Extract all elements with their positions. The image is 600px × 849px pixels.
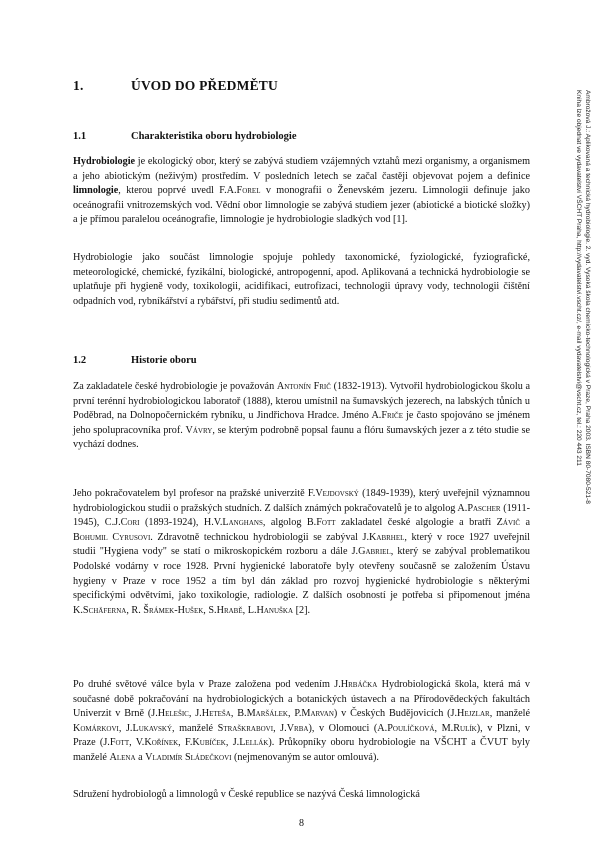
author-name: Hrabě <box>216 604 243 616</box>
author-name: Pascher <box>467 502 501 514</box>
text-run: [2]. <box>293 604 311 616</box>
text-run: (nejmenovaným se autor omlouvá). <box>231 751 379 763</box>
paragraph-5 <box>73 678 530 766</box>
author-name: Vávry <box>185 424 213 436</box>
author-name: Antonín Frič <box>276 381 331 392</box>
text-run: v monografii o Ženevském jezeru. Limnologii definuje jako oceánografii vnitrozemských vod. Vědní obor limnologie se zabývá studiem jezer (abiotické a biotické složky) a je přímou paralelou oceánografie, limnologie je hydrobiologie sladkých vod [1]. <box>73 185 530 226</box>
term-limnologie: limnologie <box>73 185 119 197</box>
author-name: Friče <box>381 410 403 422</box>
section-heading-1-2 <box>73 355 197 366</box>
author-name: Fott <box>316 517 336 529</box>
side-note-line-1: Ambrožová J.: Aplikovaná a technická hydrobiologie. 2. vyd. Vysoká škola chemicko-technologická v Praze, Praha 2003. ISBN 80-7080-521-8 <box>584 90 591 504</box>
author-name: Lukavský <box>132 722 173 734</box>
text-run: , M. <box>434 722 454 734</box>
author-name: Kořínek <box>144 737 179 749</box>
author-name: Marvan <box>301 708 334 720</box>
author-name: Poulíčková <box>387 722 435 734</box>
text-run: (1832-1913). Vytvořil hydrobiologickou školu a první terénní hydrobiologickou laboratoř (1888), kterou umístnil na šumavských jezerech, na labských tůních u Poděbrad, na Dolnopočernickém rybníku, u Jindřichova Hradce. Jméno A. <box>73 381 530 422</box>
paragraph-2: Hydrobiologie jako součást limnologie spojuje pohledy taxonomické, fyziologické, fyziografické, meteorologické, chemické, fyzikální, biologické, antropogenní, apod. Aplikovaná a technická hydrobiologie se uplatňuje při hygieně vody, toxikologii, acidifikaci, eutrofizaci, technologii úpravy vody, technologii čištění odpadních vod, rybníkářství a rybářství, při studiu sedimentů atd. <box>73 252 530 307</box>
term-hydrobiologie: Hydrobiologie <box>73 156 136 167</box>
author-name: Fott <box>109 737 130 749</box>
author-name: Kabrhel <box>369 531 405 543</box>
author-name: Hanuška <box>256 604 294 616</box>
paragraph-6: Sdružení hydrobiologů a limnologů v České republice se nazývá Česká limnologická <box>73 789 420 800</box>
text-run: , manželé <box>489 708 531 720</box>
author-name: Heteša <box>201 708 231 720</box>
author-name: Forel <box>236 185 261 197</box>
text-run: , R. <box>126 604 144 616</box>
text-run: Za zakladatele české hydrobiologie je považován <box>73 381 277 392</box>
text-run: , kterou poprvé uvedl F.A. <box>118 185 237 197</box>
author-name: Vrba <box>286 722 309 734</box>
author-name: Kubíček <box>192 737 226 749</box>
author-name: Schäferna <box>82 604 127 616</box>
section-title: Historie oboru <box>131 355 197 366</box>
author-name: Gabriel <box>358 546 391 558</box>
page-number: 8 <box>299 818 304 829</box>
author-name: Maršálek <box>246 708 288 720</box>
author-name: Šrámek-Hušek <box>143 604 204 616</box>
text-run: a <box>135 751 146 763</box>
text-run: , manželé <box>172 722 218 734</box>
author-name: Straškrabovi <box>217 722 274 734</box>
author-name: Hrbáčka <box>340 679 378 690</box>
text-run: Jeho pokračovatelem byl profesor na pražské univerzitě F. <box>73 488 316 499</box>
author-name: Komárkovi <box>73 722 119 734</box>
text-run: Po druhé světové válce byla v Praze založena pod vedením J. <box>73 679 341 690</box>
text-run: , algolog B. <box>262 517 317 529</box>
side-note-line-2: Kniha lze objednat ve vydavatelství VŠCHT Praha, http://vydavatelstvi.vscht.cz/, e-mail vydavatelstvi@vscht.cz, tel.: 220 443 211 <box>575 90 582 466</box>
author-name: Alena <box>109 751 136 763</box>
paragraph-4 <box>73 487 530 618</box>
text-run: , L. <box>242 604 257 616</box>
text-run: , V. <box>129 737 145 749</box>
section-number: 1.1 <box>73 131 87 142</box>
section-title: Charakteristika oboru hydrobiologie <box>131 131 297 142</box>
text-run: (1849-1939), který uveřejnil významnou hydrobiologickou studii o pražských studních. Z dalších známých pokračovatelů je to algolog A. <box>73 488 530 514</box>
paragraph-3 <box>73 380 530 453</box>
chapter-number: 1. <box>73 78 84 93</box>
text-run: , který se zabýval problematikou Podolské vodárny v roce 1928. První hygienické laboratoře byly otevřeny současně se založením Ústavu hygieny v Praze v roce 1952 a tím byl dán základ pro rozvoj hygienické hydrobiologie s některými specifickými odvětvími, jako toxikologie, radiologie. Z dalších osobností je potřeba si připomenout jména K. <box>73 546 531 616</box>
text-run: je ekologický obor, který se zabývá studiem vzájemných vztahů mezi organismy, a organismem a jeho abiotickým (neživým) prostředím. V posledních letech se začal častěji objevovat pojem a definice <box>73 156 530 182</box>
author-name: Vladimír Sládečkovi <box>145 751 232 763</box>
text-run: ). Průkopníky oboru hydrobiologie na VŠCHT a ČVUT byly manželé <box>73 737 530 763</box>
author-name: Bohumil Cyrusovi <box>73 531 151 543</box>
text-run: , J. <box>118 722 133 734</box>
text-run: , P. <box>287 708 302 720</box>
text-run: , J. <box>188 708 202 720</box>
author-name: Cori <box>120 517 140 529</box>
text-run: , J. <box>225 737 240 749</box>
text-run: je často spojováno se jménem jeho spolupracovníka prof. <box>73 410 530 436</box>
text-run: (1893-1924), H.V. <box>139 517 223 529</box>
side-publication-note <box>558 90 598 610</box>
text-run: , B. <box>230 708 247 720</box>
text-run: , který v roce 1927 uveřejnil studii "Hygiena vody" se statí o mikroskopickém rozboru a dále J. <box>73 531 531 558</box>
author-name: Langhans <box>222 517 263 529</box>
text-run: ), v Plzni, v Praze (J. <box>73 722 531 749</box>
author-name: Závič <box>496 517 521 529</box>
author-name: Lellák <box>239 737 269 749</box>
author-name: Hejzlar <box>457 708 490 720</box>
author-name: Rulík <box>453 722 477 734</box>
text-run: , S. <box>203 604 217 616</box>
text-run: , se kterým podrobně popsal faunu a flóru šumavských jezer a z této studie se vychází dodnes. <box>73 424 530 451</box>
section-heading-1-1 <box>73 131 297 142</box>
text-run: ), v Olomouci (A. <box>308 722 388 734</box>
section-number: 1.2 <box>73 355 87 366</box>
text-run: , F. <box>178 737 193 749</box>
text-run: . Zdravotně technickou hydrobiologii se zabýval J. <box>150 531 370 543</box>
chapter-title: ÚVOD DO PŘEDMĚTU <box>131 78 278 93</box>
text-run: (1911-1945), C.J. <box>73 502 530 529</box>
text-run: a <box>520 517 530 529</box>
paragraph-1 <box>73 155 530 228</box>
author-name: Vejdovský <box>315 488 359 499</box>
text-run: ) v Českých Budějovicích (J. <box>333 708 458 720</box>
text-run: , J. <box>273 722 287 734</box>
author-name: Helešic <box>157 708 189 720</box>
text-run: Hydrobiologická škola, která má v současné době pokračování na hydrobiologických a botanických ústavech a na Přírodovědeckých fakultách Univerzit v Brně (J. <box>73 679 530 720</box>
chapter-heading <box>73 78 278 94</box>
text-run: zakladatel české algologie a bratři <box>335 517 497 529</box>
